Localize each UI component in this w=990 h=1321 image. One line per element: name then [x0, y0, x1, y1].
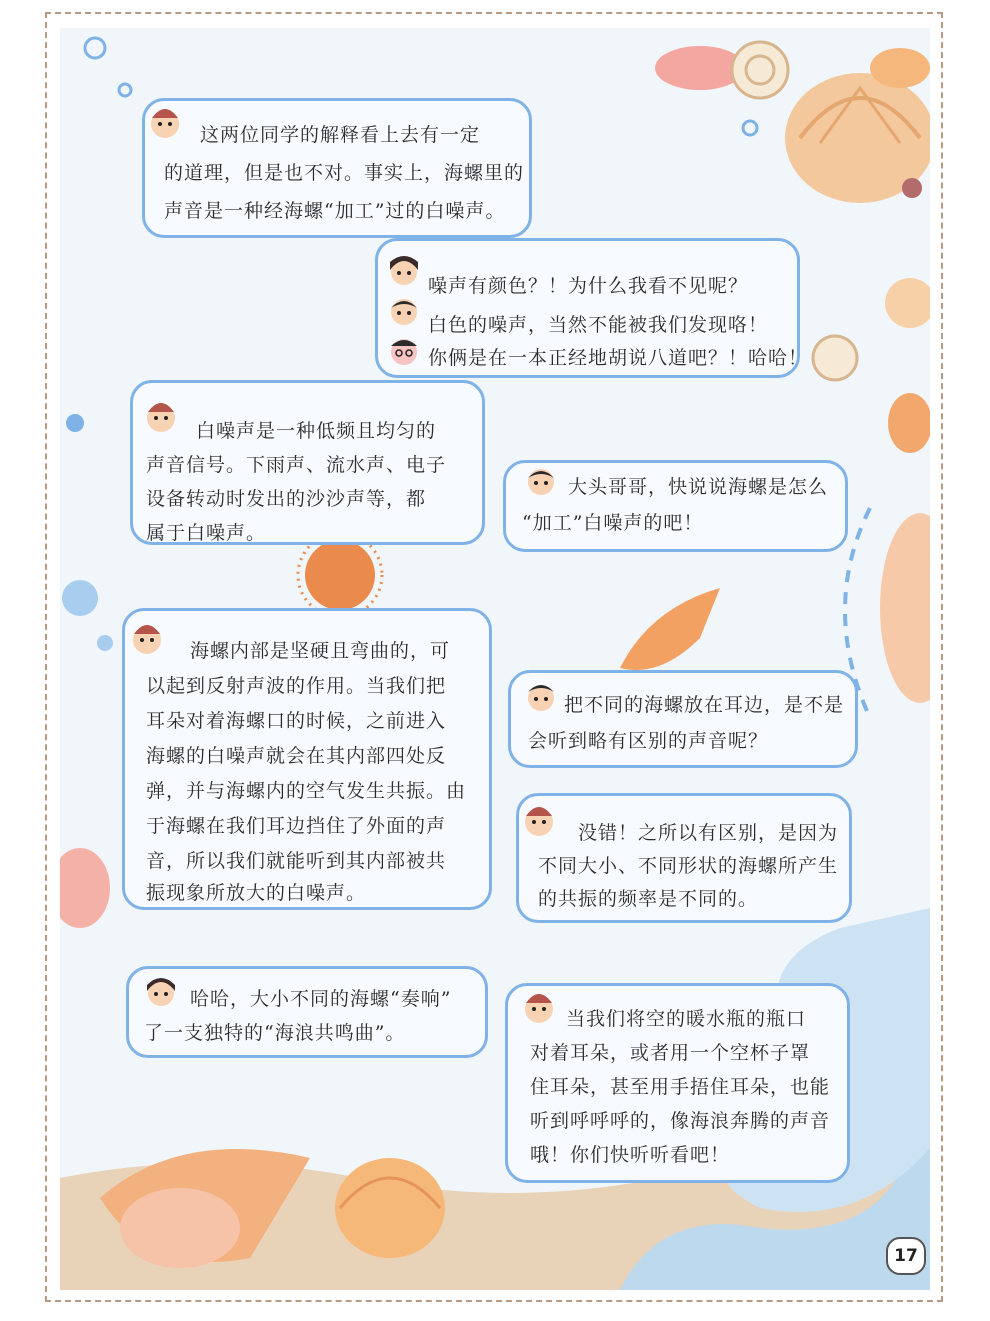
- bubble-1-line-3: 声音是一种经海螺“加工”过的白噪声。: [164, 200, 506, 222]
- bubble-4-line-1: 大头哥哥，快说说海螺是怎么: [568, 476, 829, 498]
- bubble-9-line-4: 听到呼呼呼的，像海浪奔腾的声音: [530, 1110, 831, 1132]
- bubble-7-line-2: 不同大小、不同形状的海螺所产生: [538, 855, 839, 877]
- girl-avatar: [385, 250, 423, 290]
- bubble-8-line-2: 了一支独特的“海浪共鸣曲”。: [144, 1022, 406, 1044]
- bubble-4-line-2: “加工”白噪声的吧！: [522, 512, 704, 534]
- boy-with-glasses-avatar: [385, 330, 423, 370]
- big-head-brother-avatar: [520, 798, 558, 838]
- bubble-5-line-5: 弹，并与海螺内的空气发生共振。由: [146, 780, 467, 802]
- boy-avatar: [385, 290, 423, 330]
- book-page: [60, 28, 930, 1290]
- page-number: 17: [886, 1237, 926, 1275]
- bubble-9-line-3: 住耳朵，甚至用手捂住耳朵，也能: [530, 1076, 831, 1098]
- big-head-brother-avatar: [146, 100, 184, 140]
- bubble-3-line-4: 属于白噪声。: [146, 522, 267, 544]
- bubble-8-line-1: 哈哈，大小不同的海螺“奏响”: [190, 988, 452, 1010]
- big-head-brother-avatar: [520, 985, 558, 1025]
- bubble-6-line-1: 把不同的海螺放在耳边，是不是: [564, 694, 845, 716]
- bubble-5-line-6: 于海螺在我们耳边挡住了外面的声: [146, 815, 447, 837]
- girl-avatar: [142, 971, 180, 1011]
- bubble-3-line-2: 声音信号。下雨声、流水声、电子: [146, 454, 447, 476]
- bubble-9-line-2: 对着耳朵，或者用一个空杯子罩: [530, 1042, 811, 1064]
- bubble-2-line-3: 你俩是在一本正经地胡说八道吧？！哈哈！: [428, 347, 809, 369]
- bubble-5-line-4: 海螺的白噪声就会在其内部四处反: [146, 745, 447, 767]
- bubble-1-line-2: 的道理，但是也不对。事实上，海螺里的: [164, 162, 525, 184]
- speech-bubble-6: [508, 670, 858, 768]
- bubble-5-line-7: 音，所以我们就能听到其内部被共: [146, 850, 447, 872]
- bubble-1-line-1: 这两位同学的解释看上去有一定: [200, 124, 481, 146]
- bubble-9-line-5: 哦！你们快听听看吧！: [530, 1144, 731, 1166]
- bubble-3-line-3: 设备转动时发出的沙沙声等，都: [146, 488, 427, 510]
- bubble-5-line-1: 海螺内部是坚硬且弯曲的，可: [190, 640, 451, 662]
- big-head-brother-avatar: [142, 394, 180, 434]
- bubble-5-line-8: 振现象所放大的白噪声。: [146, 882, 367, 904]
- boy-avatar: [522, 676, 560, 716]
- bubble-5-line-3: 耳朵对着海螺口的时候，之前进入: [146, 710, 447, 732]
- big-head-brother-avatar: [128, 616, 166, 656]
- bubble-2-line-1: 噪声有颜色？！为什么我看不见呢？: [428, 275, 749, 297]
- bubble-2-line-2: 白色的噪声，当然不能被我们发现咯！: [428, 314, 769, 336]
- bubble-3-line-1: 白噪声是一种低频且均匀的: [196, 420, 437, 442]
- bubble-7-line-1: 没错！之所以有区别，是因为: [578, 822, 839, 844]
- bubble-7-line-3: 的共振的频率是不同的。: [538, 888, 759, 910]
- bubble-9-line-1: 当我们将空的暖水瓶的瓶口: [566, 1008, 807, 1030]
- bubble-6-line-2: 会听到略有区别的声音呢？: [528, 730, 769, 752]
- bubble-5-line-2: 以起到反射声波的作用。当我们把: [146, 675, 447, 697]
- boy-avatar: [522, 460, 560, 500]
